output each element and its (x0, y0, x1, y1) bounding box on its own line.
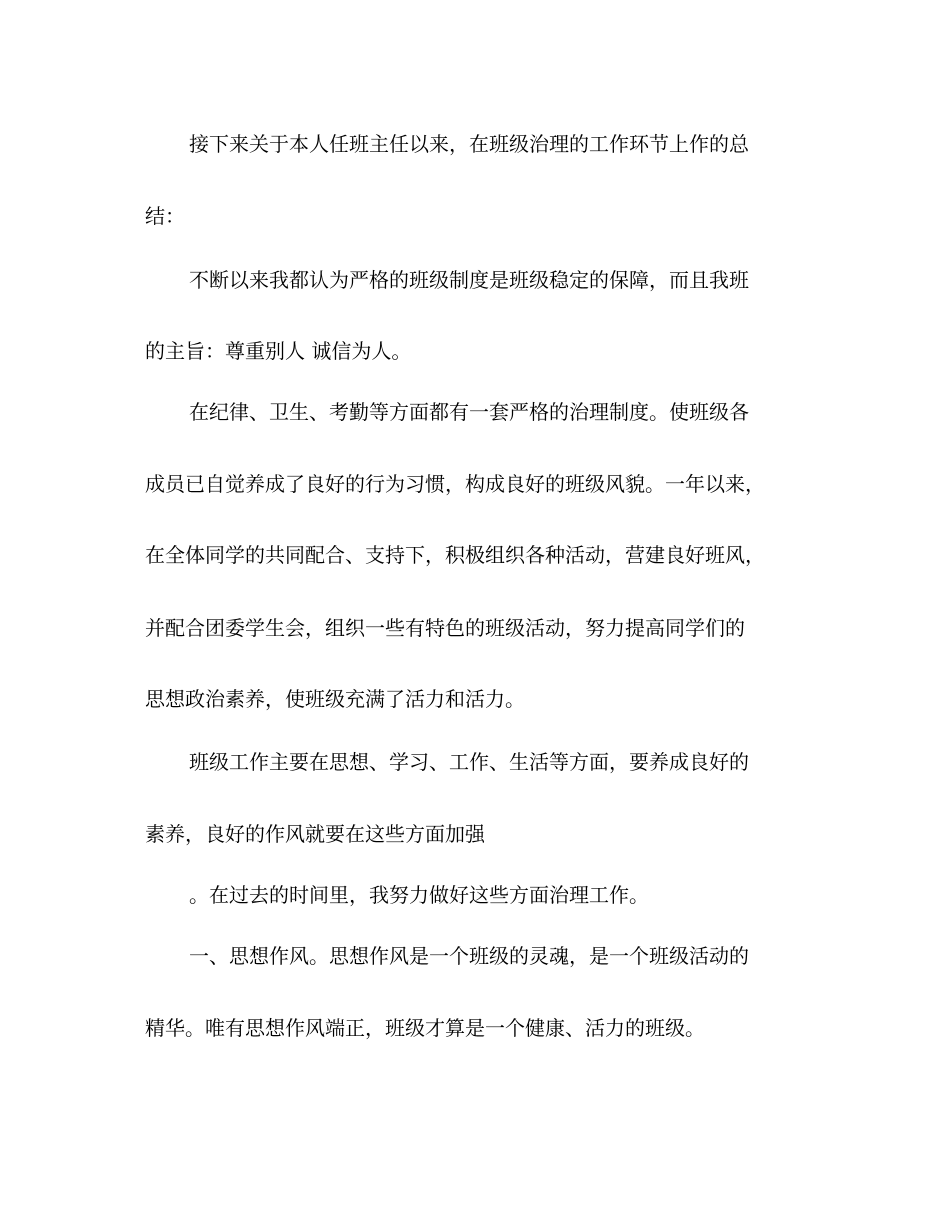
paragraph-line: 在纪律、卫生、考勤等方面都有一套严格的治理制度。使班级各 (189, 400, 749, 424)
paragraph-line: 思想政治素养，使班级充满了活力和活力。 (145, 687, 525, 711)
paragraph-line: 结： (145, 204, 185, 228)
paragraph-line: 精华。唯有思想作风端正，班级才算是一个健康、活力的班级。 (145, 1016, 705, 1040)
paragraph-line: 一、思想作风。思想作风是一个班级的灵魂，是一个班级活动的 (189, 944, 749, 968)
paragraph-line: 班级工作主要在思想、学习、工作、生活等方面，要养成良好的 (189, 750, 749, 774)
paragraph-line: 素养，良好的作风就要在这些方面加强 (145, 822, 485, 846)
paragraph-line: 。在过去的时间里，我努力做好这些方面治理工作。 (189, 883, 649, 907)
paragraph-line: 成员已自觉养成了良好的行为习惯，构成良好的班级风貌。一年以来， (145, 472, 765, 496)
paragraph-line: 在全体同学的共同配合、支持下，积极组织各种活动，营建良好班风， (145, 543, 765, 567)
paragraph-line: 的主旨：尊重别人 诚信为人。 (145, 339, 412, 363)
paragraph-line: 接下来关于本人任班主任以来，在班级治理的工作环节上作的总 (189, 132, 749, 156)
paragraph-line: 不断以来我都认为严格的班级制度是班级稳定的保障，而且我班 (189, 268, 749, 292)
paragraph-line: 并配合团委学生会，组织一些有特色的班级活动，努力提高同学们的 (145, 616, 745, 640)
